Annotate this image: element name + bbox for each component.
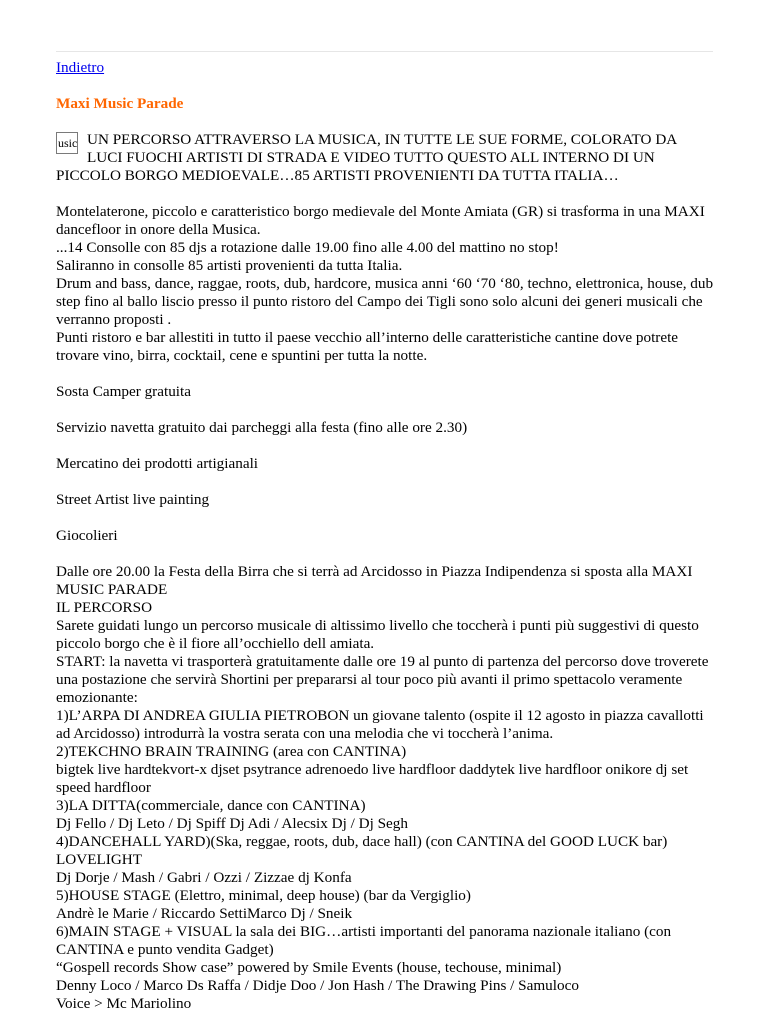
- text-line: Drum and bass, dance, raggae, roots, dub, hardcore, musica anni ‘60 ‘70 ‘80, techno, elettronica, house, dub: [56, 275, 714, 292]
- intro-block: [56, 131, 716, 185]
- text-line: ad Arcidosso) introdurrà la vostra serata con una melodia che vi toccherà l’anima.: [56, 725, 554, 742]
- text-line: LOVELIGHT: [56, 851, 143, 868]
- page-title: Maxi Music Parade: [56, 95, 184, 112]
- text-line: bigtek live hardtekvort-x djset psytrance adrenoedo live hardfloor daddytek live hardfloor onikore dj set: [56, 761, 689, 778]
- text-line: trovare vino, birra, cocktail, cene e spuntini per tutta la notte.: [56, 347, 428, 364]
- text-line: speed hardfloor: [56, 779, 151, 796]
- intro-line: UN PERCORSO ATTRAVERSO LA MUSICA, IN TUTTE LE SUE FORME, COLORATO DA: [87, 131, 678, 148]
- text-line: Montelaterone, piccolo e caratteristico borgo medievale del Monte Amiata (GR) si trasforma in una MAXI: [56, 203, 705, 220]
- text-line: dancefloor in onore della Musica.: [56, 221, 261, 238]
- text-line: Dj Fello / Dj Leto / Dj Spiff Dj Adi / Alecsix Dj / Dj Segh: [56, 815, 408, 832]
- intro-line: LUCI FUOCHI ARTISTI DI STRADA E VIDEO TUTTO QUESTO ALL INTERNO DI UN: [87, 149, 655, 166]
- text-line: MUSIC PARADE: [56, 581, 168, 598]
- service-market: Mercatino dei prodotti artigianali: [56, 455, 259, 472]
- text-line: IL PERCORSO: [56, 599, 153, 616]
- text-line: Dalle ore 20.00 la Festa della Birra che si terrà ad Arcidosso in Piazza Indipendenza si sposta alla MAXI: [56, 563, 693, 580]
- text-line: Denny Loco / Marco Ds Raffa / Didje Doo / Jon Hash / The Drawing Pins / Samuloco: [56, 977, 579, 994]
- back-link[interactable]: Indietro: [56, 59, 105, 76]
- text-line: 6)MAIN STAGE + VISUAL la sala dei BIG…artisti importanti del panorama nazionale italiano (con: [56, 923, 672, 940]
- service-camper: Sosta Camper gratuita: [56, 383, 191, 400]
- intro-line: PICCOLO BORGO MEDIOEVALE…85 ARTISTI PROVENIENTI DA TUTTA ITALIA…: [56, 167, 619, 184]
- article: [56, 59, 716, 1013]
- program-paragraph: [56, 563, 716, 1013]
- text-line: una postazione che servirà Shortini per prepararsi al tour poco più avanti il primo spettacolo veramente: [56, 671, 683, 688]
- text-line: ...14 Consolle con 85 djs a rotazione dalle 19.00 fino alle 4.00 del mattino no stop!: [56, 239, 559, 256]
- text-line: START: la navetta vi trasporterà gratuitamente dalle ore 19 al punto di partenza del percorso dove troverete: [56, 653, 709, 670]
- text-line: emozionante:: [56, 689, 138, 706]
- text-line: piccolo borgo che è il fiore all’occhiello dell amiata.: [56, 635, 375, 652]
- description-paragraph: [56, 203, 716, 365]
- text-line: Sarete guidati lungo un percorso musicale di altissimo livello che toccherà i punti più suggestivi di questo: [56, 617, 699, 634]
- service-jugglers: Giocolieri: [56, 527, 118, 544]
- text-line: step fino al ballo liscio presso il punto ristoro del Campo dei Tigli sono solo alcuni dei generi musicali che: [56, 293, 703, 310]
- text-line: verranno proposti .: [56, 311, 172, 328]
- top-divider: [56, 51, 713, 52]
- text-line: Dj Dorje / Mash / Gabri / Ozzi / Zizzae dj Konfa: [56, 869, 352, 886]
- text-line: Andrè le Marie / Riccardo SettiMarco Dj / Sneik: [56, 905, 353, 922]
- text-line: 5)HOUSE STAGE (Elettro, minimal, deep house) (bar da Vergiglio): [56, 887, 471, 904]
- text-line: “Gospell records Show case” powered by Smile Events (house, techouse, minimal): [56, 959, 562, 976]
- service-street-artist: Street Artist live painting: [56, 491, 210, 508]
- text-line: CANTINA e punto vendita Gadget): [56, 941, 274, 958]
- text-line: Voice > Mc Mariolino: [56, 995, 192, 1012]
- text-line: Saliranno in consolle 85 artisti provenienti da tutta Italia.: [56, 257, 403, 274]
- text-line: 2)TEKCHNO BRAIN TRAINING (area con CANTINA): [56, 743, 407, 760]
- service-shuttle: Servizio navetta gratuito dai parcheggi alla festa (fino alle ore 2.30): [56, 419, 468, 436]
- text-line: 4)DANCEHALL YARD)(Ska, reggae, roots, dub, dace hall) (con CANTINA del GOOD LUCK bar): [56, 833, 668, 850]
- text-line: 1)L’ARPA DI ANDREA GIULIA PIETROBON un giovane talento (ospite il 12 agosto in piazza cavallotti: [56, 707, 704, 724]
- text-line: 3)LA DITTA(commerciale, dance con CANTINA): [56, 797, 366, 814]
- text-line: Punti ristoro e bar allestiti in tutto il paese vecchio all’interno delle caratteristiche cantine dove potrete: [56, 329, 679, 346]
- broken-image-icon: usic: [56, 132, 78, 154]
